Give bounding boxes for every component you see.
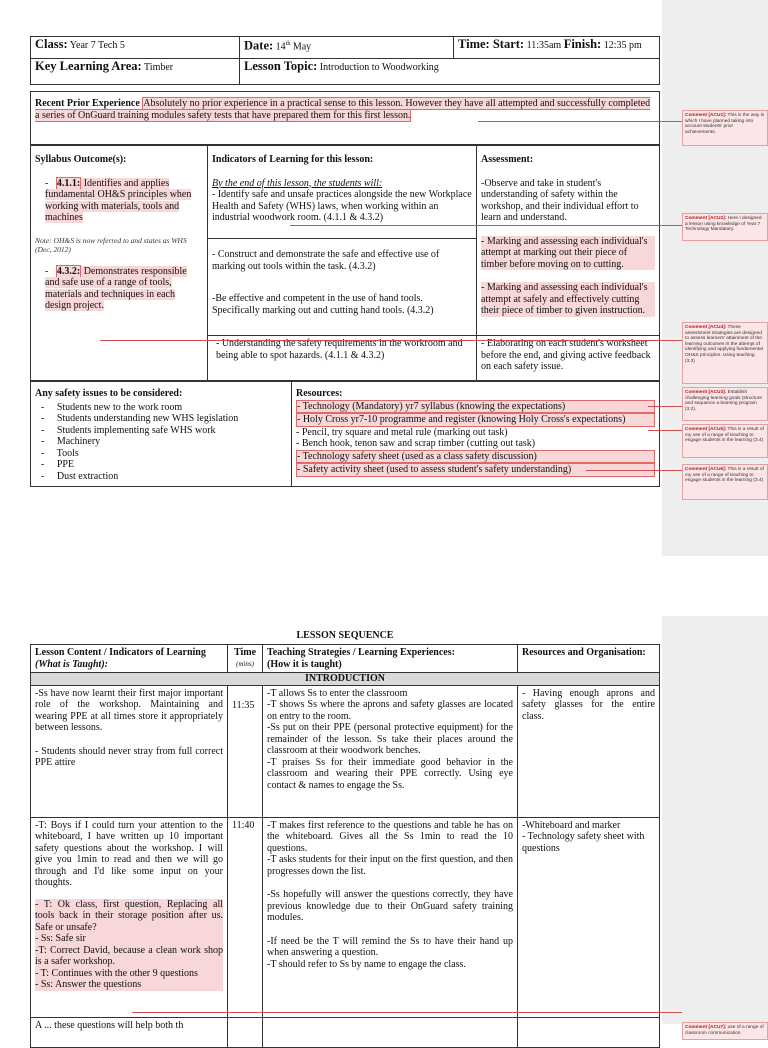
row1-resources: - Having enough aprons and safety glasses for the entire class. <box>522 687 655 722</box>
class-value: Year 7 Tech 5 <box>69 40 125 51</box>
indicator-2: - Construct and demonstrate the safe and effective use of marking out tools within the task. (4.3.2) <box>212 249 440 272</box>
row1-strategies: -T allows Ss to enter the classroom -T shows Ss where the aprons and safety glasses are located on entry to the room. -Ss put on their PPE (personal protective equipment) for the remainder of the lesson. Ss take their places around the classroom at their woodwork benches. -T praises Ss for their immediate good behavior in the classroom and wearing their PPE correctly. Using eye contact & names to engage the Ss. <box>263 685 518 817</box>
col-header-time-sub: (mins) <box>236 659 254 668</box>
col-header-content-sub: (What is Taught): <box>35 658 108 670</box>
lesson-plan-page-1 <box>30 36 660 487</box>
resource-item: - Bench hook, tenon saw and scrap timber (cutting out task) <box>296 438 536 449</box>
row1-time: 11:35 <box>232 699 255 711</box>
safety-resources-table <box>30 381 660 487</box>
finish-value: 12:35 pm <box>603 40 642 51</box>
row2-content: -T: Boys if I could turn your attention to the whiteboard, I have written up 10 important safety questions about the workshop. I will give you 1min to read and then we will go through and I'd like some input on your thoughts. <box>35 819 223 888</box>
row1-content: -Ss have now learnt their first major important role of the workshop. Maintaining and wearing PPE at all times store it appropriately between lessons. <box>35 687 223 733</box>
comment-connector <box>478 121 682 122</box>
section-introduction: INTRODUCTION <box>31 673 660 686</box>
topic-label: Lesson Topic: <box>244 59 318 73</box>
outcome-1: - 4.1.1: Identifies and applies fundamental OH&S principles when working with materials, tools and machines <box>45 177 192 223</box>
resource-item: - Holy Cross yr7-10 programme and register (knowing Holy Cross's expectations) <box>296 413 655 427</box>
date-month: May <box>290 41 312 53</box>
comment-connector <box>648 406 682 407</box>
col-header-strategies-sub: (How it is taught) <box>267 658 342 670</box>
lesson-sequence-title: LESSON SEQUENCE <box>296 630 394 641</box>
assessment-1: -Observe and take in student's understanding of safety within the workshop, and their individual effort to learn and understand. <box>481 177 639 223</box>
col-header-resources: Resources and Organisation: <box>522 647 646 658</box>
kla-value: Timber <box>144 62 174 73</box>
resource-item: - Technology (Mandatory) yr7 syllabus (knowing the expectations) <box>296 400 655 414</box>
col-header-strategies: Teaching Strategies / Learning Experiences: <box>267 647 455 658</box>
row2-time: 11:40 <box>232 819 255 831</box>
resource-item: - Safety activity sheet (used to assess student's safety understanding) <box>296 463 655 477</box>
prior-experience-label: Recent Prior Experience <box>35 98 140 109</box>
indicator-1: - Identify safe and unsafe practices alongside the new Workplace Health and Safety (WHS) laws, when working within an industrial woodwork room. (4.1.1 & 4.3.2) <box>212 189 472 223</box>
topic-value: Introduction to Woodworking <box>319 62 439 73</box>
resources-header: Resources: <box>296 388 343 399</box>
prior-experience-table <box>30 91 660 145</box>
comment-acu1[interactable]: Comment [ACU1]: This is the way in which I have planned taking into account students' prior achievements. <box>682 110 768 146</box>
safety-item: - Tools <box>41 447 79 459</box>
kla-label: Key Learning Area: <box>35 59 142 73</box>
lesson-sequence-table <box>30 644 660 1048</box>
comment-acu4[interactable]: Comment [ACU4]: These assessment strategies are designed to assess learners' attainment of the learning outcomes in the attempt of identifying and applying fundamental OH&S principles. Using teaching (3.3) <box>682 322 768 384</box>
start-value: 11:35am <box>526 40 562 51</box>
resource-item: - Technology safety sheet (used as a class safety discussion) <box>296 450 655 464</box>
assessment-header: Assessment: <box>481 154 534 165</box>
comment-connector <box>290 225 682 226</box>
safety-list <box>35 402 287 483</box>
outcomes-table <box>30 145 660 381</box>
assessment-4: - Elaborating on each student's worksheet before the end, and giving active feedback on each safety issue. <box>481 338 651 372</box>
outcome-2: - 4.3.2: Demonstrates responsible and safe use of a range of tools, materials and techniques in each design project. <box>45 265 187 311</box>
outcome-1-text: Identifies and applies fundamental OH&S principles when working with materials, tools and machines <box>45 177 192 223</box>
finish-label: Finish: <box>563 37 602 51</box>
comment-connector <box>100 340 682 341</box>
comment-connector <box>586 470 682 471</box>
safety-item: - Students implementing safe WHS work <box>41 424 216 436</box>
indicators-intro: By the end of this lesson, the students will: <box>212 177 383 189</box>
prior-experience-text: Absolutely no prior experience in a practical sense to this lesson. However they have all attempted and successfully completed a series of OnGuard training modules safety tests that have prepared them for this first lesson. <box>35 98 651 121</box>
row2-resources: -Whiteboard and marker - Technology safety sheet with questions <box>518 817 660 1017</box>
start-label: Time: Start: <box>458 37 525 51</box>
assessment-3: - Marking and assessing each individual's attempt at safely and effectively cutting their piece of timber to given instruction. <box>481 282 655 317</box>
outcomes-header: Syllabus Outcome(s): <box>35 154 127 165</box>
safety-item: - PPE <box>41 459 75 470</box>
indicator-3: -Be effective and competent in the use of hand tools. Specifically marking out and cutting hand tools. (4.3.2) <box>212 293 434 316</box>
comment-connector <box>132 1012 682 1013</box>
comment-connector <box>648 430 682 431</box>
row3-content-partial: A ... these questions will help both th <box>35 1019 184 1031</box>
indicator-4: - Understanding the safety requirements in the workroom and being able to spot hazards. (4.1.1 & 4.3.2) <box>216 338 463 361</box>
row2-strategies-2: -Ss hopefully will answer the questions correctly, they have previous knowledge due to their OnGuard safety training modules. <box>267 889 513 923</box>
comment-margin-page2 <box>662 616 768 1024</box>
safety-item: - Students new to the work room <box>41 401 183 413</box>
date-value: 14 <box>275 41 286 53</box>
resource-item: - Pencil, try square and metal rule (marking out task) <box>296 426 508 438</box>
safety-item: - Machinery <box>41 436 101 447</box>
outcome-1-code: 4.1.1: <box>56 177 81 189</box>
comment-acu5[interactable]: Comment [ACU5]: This is a result of my use of a range of teaching to engage students in the learning (3.4) <box>682 424 768 458</box>
comment-acu2[interactable]: Comment [ACU2]: Here I designed a lesson using knowledge of Year 7 Technology Mandatory. <box>682 213 768 241</box>
comment-acu3[interactable]: Comment [ACU3]: Establish challenging learning goals (structure and sequence a learning program (3.2). <box>682 387 768 421</box>
outcome-2-text: Demonstrates responsible and safe use of a range of tools, materials and techniques in each design project. <box>45 265 187 311</box>
safety-header: Any safety issues to be considered: <box>35 388 183 399</box>
row1-content-2: - Students should never stray from full correct PPE attire <box>35 745 223 768</box>
comment-acu6[interactable]: Comment [ACU6]: This is a result of my use of a range of teaching to engage students in the learning (3.4) <box>682 464 768 500</box>
comment-acu7[interactable]: Comment [ACU7]: use of a range of classroom communication <box>682 1022 768 1040</box>
date-suffix: th <box>285 41 291 47</box>
header-table <box>30 36 660 85</box>
col-header-content: Lesson Content / Indicators of Learning <box>35 647 206 658</box>
date-label: Date: <box>244 38 274 53</box>
row2-strategies-3: -If need be the T will remind the Ss to have their hand up when answering a question. -T should refer to Ss by name to engage the class. <box>267 935 513 970</box>
col-header-time: Time <box>233 647 257 658</box>
indicators-header: Indicators of Learning for this lesson: <box>212 154 374 165</box>
safety-item: - Dust extraction <box>41 470 119 482</box>
outcome-note: Note: OH&S is now referred to and states as WHS (Dec, 2012) <box>35 235 187 254</box>
safety-item: - Students understanding new WHS legislation <box>41 413 239 424</box>
class-label: Class: <box>35 37 68 51</box>
row2-dialogue: - T: Ok class, first question, Replacing all tools back in their storage position after us. Safe or unsafe? - Ss: Safe sir -T: Correct David, because a clean work shop is a safer workshop. - T: Continues with the other 9 questions - Ss: Answer the questions <box>35 898 223 990</box>
lesson-plan-page-2 <box>30 630 660 1048</box>
outcome-2-code: 4.3.2: <box>56 265 81 277</box>
row2-strategies: -T makes first reference to the questions and table he has on the whiteboard. Gives all the Ss 1min to read the 10 questions. -T asks students for their input on the first question, and then progresses down the list. <box>267 819 513 877</box>
assessment-2: - Marking and assessing each individual's attempt at marking out their piece of timber before moving on to cutting. <box>481 236 655 271</box>
